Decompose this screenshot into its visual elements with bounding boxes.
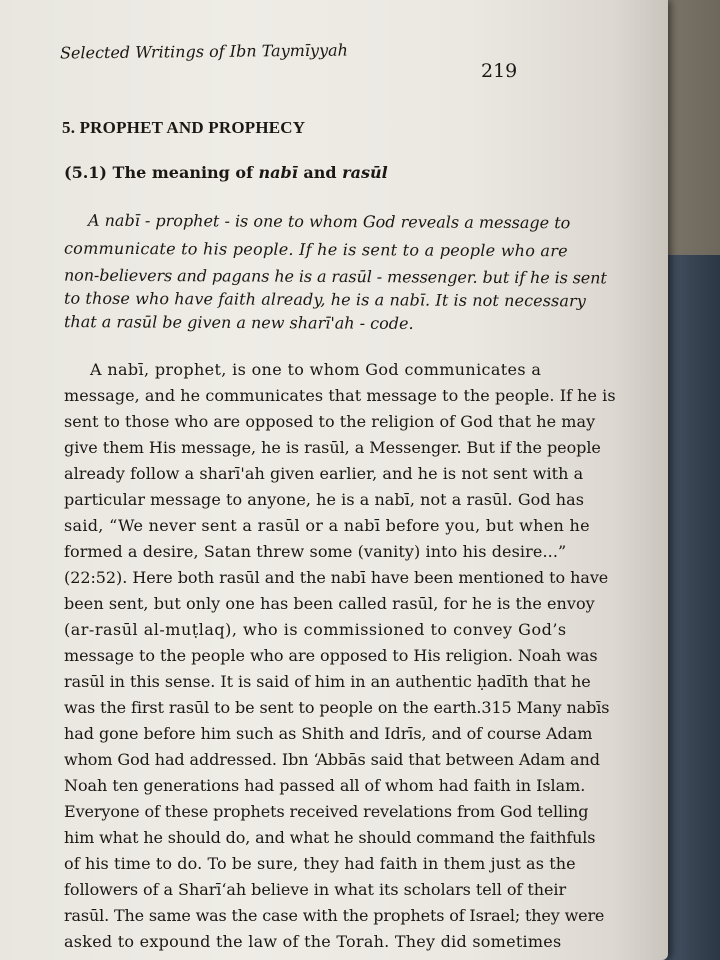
body-line: (ar-rasūl al-muṭlaq), who is commissioned to convey God’s (64, 620, 567, 639)
body-line: Noah ten generations had passed all of whom had faith in Islam. (64, 776, 586, 795)
page-number: 219 (481, 60, 518, 82)
body-line: Everyone of these prophets received revelations from God telling (64, 802, 589, 821)
body-line: formed a desire, Satan threw some (vanity) into his desire...” (64, 542, 567, 561)
body-line: had gone before him such as Shith and Idrīs, and of course Adam (64, 724, 593, 743)
summary-line: that a rasūl be given a new sharī'ah - code. (63, 312, 414, 333)
body-line: give them His message, he is rasūl, a Messenger. But if the people (64, 438, 601, 457)
body-line: asked to expound the law of the Torah. They did sometimes (64, 932, 562, 951)
section-heading (64, 163, 388, 182)
summary-line: to those who have faith already, he is a nabī. It is not necessary (63, 288, 586, 311)
body-line: message to the people who are opposed to His religion. Noah was (64, 646, 598, 665)
body-line: A nabī, prophet, is one to whom God communicates a (90, 360, 542, 379)
section-heading-term-nabi: nabī (258, 163, 298, 182)
body-line: (22:52). Here both rasūl and the nabī have been mentioned to have (64, 568, 609, 587)
body-line: been sent, but only one has been called rasūl, for he is the envoy (64, 594, 595, 613)
body-line: of his time to do. To be sure, they had faith in them just as the (64, 854, 576, 873)
section-heading-term-rasul: rasūl (342, 163, 388, 182)
summary-line: non-believers and pagans he is a rasūl - messenger. but if he is sent (63, 265, 607, 288)
running-head: Selected Writings of Ibn Taymīyyah (59, 40, 348, 63)
section-heading-middle: and (297, 163, 343, 182)
body-line: was the first rasūl to be sent to people on the earth.315 Many nabīs (64, 698, 610, 717)
body-line: sent to those who are opposed to the religion of God that he may (64, 412, 596, 431)
summary-line: A nabī - prophet - is one to whom God reveals a message to (87, 210, 571, 233)
section-heading-prefix: (5.1) The meaning of (64, 163, 259, 182)
body-line: message, and he communicates that message to the people. If he is (64, 386, 616, 405)
body-line: followers of a Sharī‘ah believe in what its scholars tell of their (64, 880, 567, 899)
body-line: rasūl. The same was the case with the prophets of Israel; they were (64, 906, 605, 925)
chapter-heading: 5. PROPHET AND PROPHECY (62, 118, 306, 137)
body-line: said, “We never sent a rasūl or a nabī before you, but when he (64, 516, 590, 535)
body-line: rasūl in this sense. It is said of him in an authentic ḥadīth that he (64, 672, 591, 691)
body-line: already follow a sharī'ah given earlier, and he is not sent with a (64, 464, 584, 483)
body-line: particular message to anyone, he is a nabī, not a rasūl. God has (64, 490, 584, 509)
body-line: him what he should do, and what he should command the faithfuls (64, 828, 596, 847)
body-line: whom God had addressed. Ibn ‘Abbās said that between Adam and (64, 750, 600, 769)
summary-line: communicate to his people. If he is sent to a people who are (63, 238, 568, 261)
